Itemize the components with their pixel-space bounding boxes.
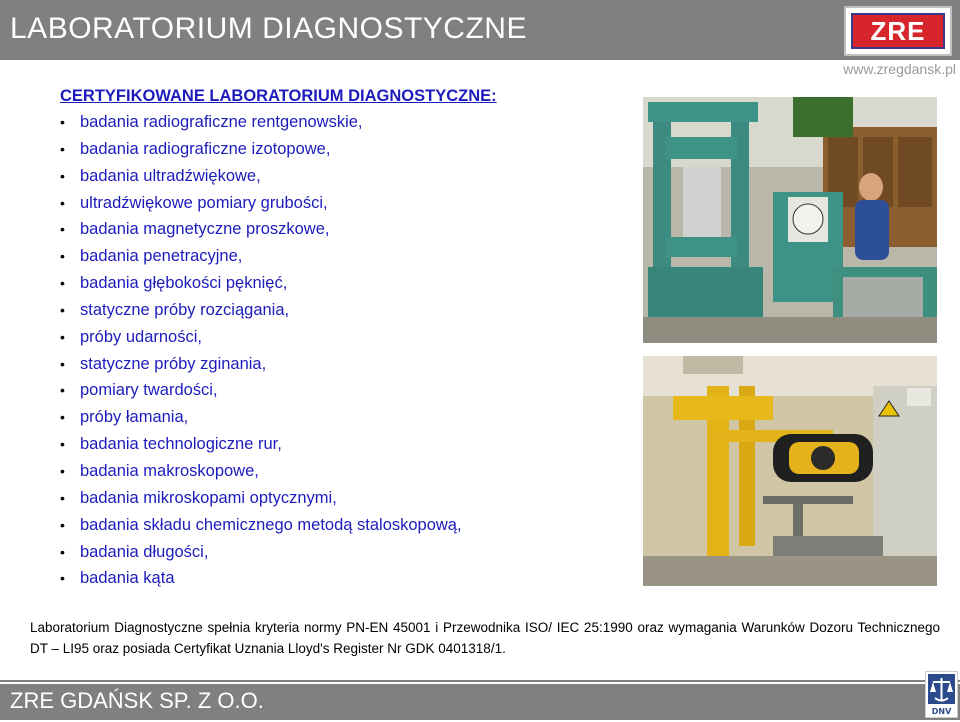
list-item-text: próby łamania,	[80, 408, 189, 427]
list-item-text: pomiary twardości,	[80, 381, 218, 400]
list-item	[60, 404, 462, 431]
list-item	[60, 109, 462, 136]
zre-logo-text: ZRE	[851, 13, 945, 49]
radiography-equipment-illustration	[643, 356, 937, 586]
list-item	[60, 458, 462, 485]
services-list	[60, 109, 462, 592]
list-item-text: badania penetracyjne,	[80, 247, 243, 266]
list-item	[60, 216, 462, 243]
list-item	[60, 243, 462, 270]
bullet-icon: •	[60, 570, 65, 587]
list-item	[60, 163, 462, 190]
list-item	[60, 539, 462, 566]
list-item-text: badania głębokości pęknięć,	[80, 274, 288, 293]
certification-note: Laboratorium Diagnostyczne spełnia kryteria normy PN-EN 45001 i Przewodnika ISO/ IEC 25:1990 oraz wymagania Warunków Dozoru Technicznego DT – LI95 oraz posiada Certyfikat Uznania Lloyd's Register Nr GDK 0401318/1.	[30, 620, 940, 656]
bullet-icon: •	[60, 248, 65, 265]
list-item-text: badania kąta	[80, 569, 175, 588]
bullet-icon: •	[60, 221, 65, 238]
dnv-badge-text: DNV	[931, 707, 952, 716]
footer-bar	[0, 684, 960, 720]
list-item	[60, 565, 462, 592]
list-item	[60, 351, 462, 378]
bullet-icon: •	[60, 275, 65, 292]
page-title: LABORATORIUM DIAGNOSTYCZNE	[10, 12, 527, 45]
list-item-text: badania mikroskopami optycznymi,	[80, 488, 337, 507]
list-heading: CERTYFIKOWANE LABORATORIUM DIAGNOSTYCZNE:	[60, 87, 497, 105]
list-item-text: badania składu chemicznego metodą staloskopową,	[80, 515, 462, 534]
list-item	[60, 377, 462, 404]
radiography-equipment-photo	[643, 356, 937, 586]
testing-machine-photo	[643, 97, 937, 343]
list-item-text: statyczne próby zginania,	[80, 354, 267, 373]
header-bar	[0, 0, 960, 60]
bullet-icon: •	[60, 140, 65, 157]
bullet-icon: •	[60, 328, 65, 345]
list-item-text: badania makroskopowe,	[80, 461, 259, 480]
zre-logo	[844, 6, 952, 56]
bullet-icon: •	[60, 462, 65, 479]
testing-machine-illustration	[643, 97, 937, 343]
bullet-icon: •	[60, 167, 65, 184]
list-item	[60, 431, 462, 458]
list-item-text: badania radiograficzne rentgenowskie,	[80, 113, 363, 131]
list-item	[60, 190, 462, 217]
bullet-icon: •	[60, 114, 65, 130]
list-item	[60, 270, 462, 297]
list-item-text: badania długości,	[80, 542, 209, 561]
list-item-text: badania ultradźwiękowe,	[80, 166, 261, 185]
footer-divider	[0, 680, 960, 682]
website-url: www.zregdansk.pl	[843, 61, 956, 77]
bullet-icon: •	[60, 516, 65, 533]
bullet-icon: •	[60, 382, 65, 399]
bullet-icon: •	[60, 436, 65, 453]
list-item-text: ultradźwiękowe pomiary grubości,	[80, 193, 328, 212]
bullet-icon: •	[60, 355, 65, 372]
list-item	[60, 485, 462, 512]
dnv-emblem	[926, 672, 957, 717]
bullet-icon: •	[60, 543, 65, 560]
dnv-logo	[925, 671, 958, 718]
list-item-text: badania radiograficzne izotopowe,	[80, 139, 331, 158]
bullet-icon: •	[60, 409, 65, 426]
list-item-text: próby udarności,	[80, 327, 202, 346]
company-name: ZRE GDAŃSK SP. Z O.O.	[10, 688, 264, 713]
list-item-text: badania technologiczne rur,	[80, 435, 282, 454]
list-item	[60, 297, 462, 324]
list-item-text: statyczne próby rozciągania,	[80, 300, 290, 319]
list-item	[60, 136, 462, 163]
bullet-icon: •	[60, 301, 65, 318]
bullet-icon: •	[60, 194, 65, 211]
list-item	[60, 512, 462, 539]
list-item-text: badania magnetyczne proszkowe,	[80, 220, 330, 239]
list-item	[60, 324, 462, 351]
bullet-icon: •	[60, 489, 65, 506]
